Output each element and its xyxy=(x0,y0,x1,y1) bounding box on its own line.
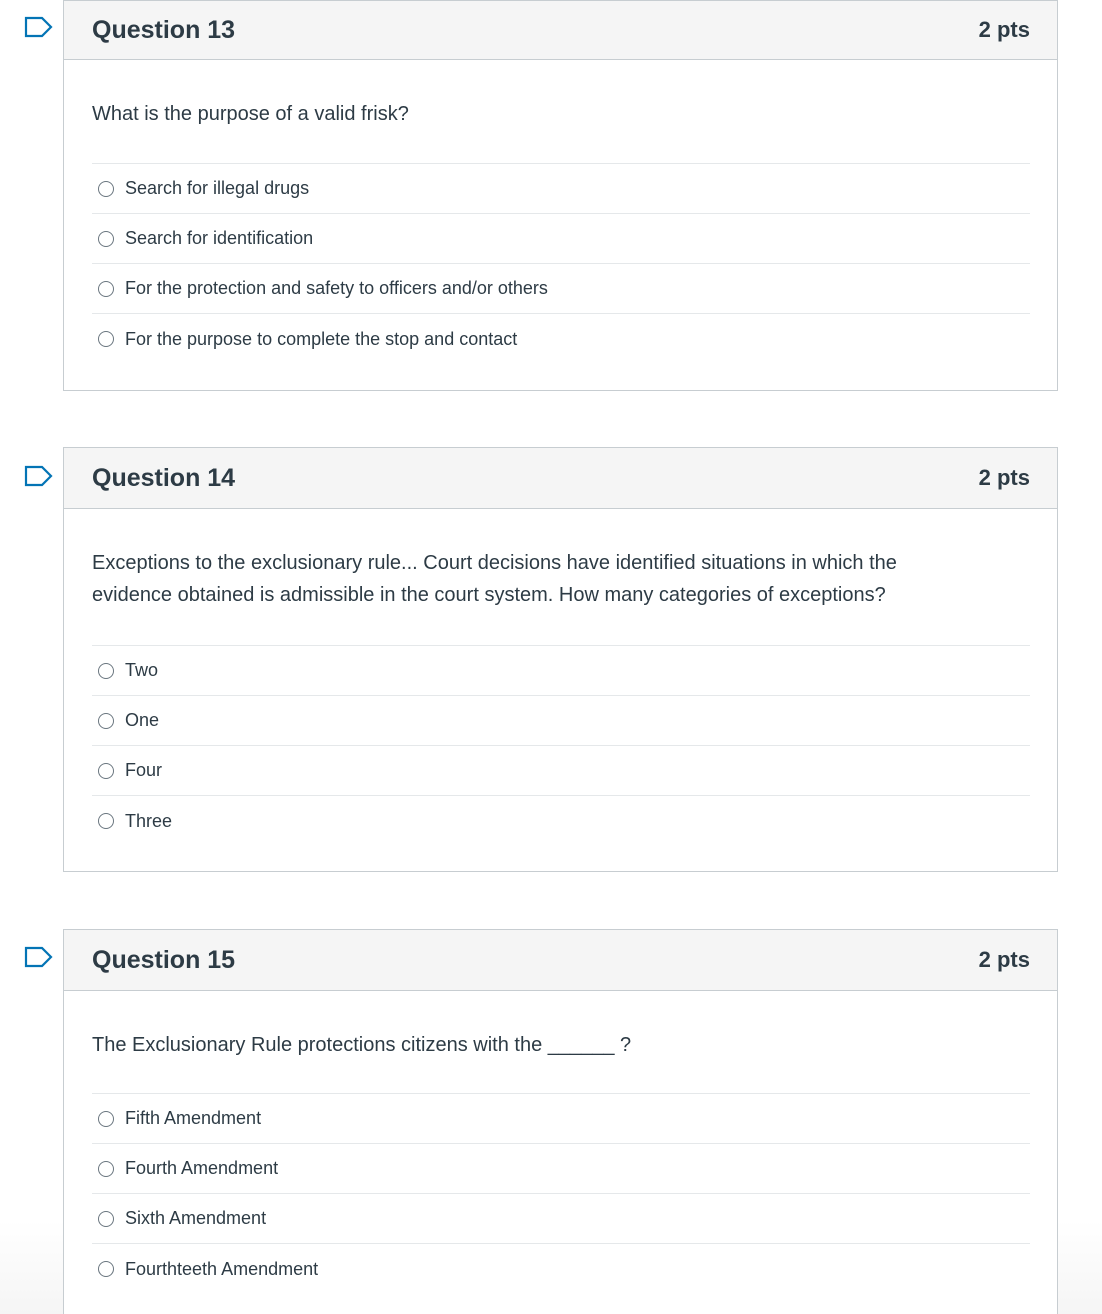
flag-question-icon[interactable] xyxy=(24,465,54,487)
radio-button[interactable] xyxy=(98,231,114,247)
answer-label: Sixth Amendment xyxy=(125,1208,267,1228)
answer-label: Two xyxy=(125,660,159,680)
answer-option[interactable] xyxy=(92,696,1030,746)
answer-option[interactable] xyxy=(92,1094,1030,1144)
answer-label: Three xyxy=(125,810,173,831)
answer-label: Fifth Amendment xyxy=(125,1108,262,1128)
question-body xyxy=(64,509,1057,846)
question-title: Question 13 xyxy=(92,15,236,44)
radio-button[interactable] xyxy=(98,713,114,729)
answer-label: Four xyxy=(125,760,163,780)
answer-label: Search for identification xyxy=(125,228,314,248)
answer-option[interactable] xyxy=(92,164,1030,214)
answer-option[interactable] xyxy=(92,314,1030,364)
radio-button[interactable] xyxy=(98,763,114,779)
answer-label: Fourthteeth Amendment xyxy=(125,1258,319,1279)
flag-question-icon[interactable] xyxy=(24,16,54,38)
radio-button[interactable] xyxy=(98,331,114,347)
answer-option[interactable] xyxy=(92,1144,1030,1194)
answer-option[interactable] xyxy=(92,796,1030,846)
answer-option[interactable] xyxy=(92,1194,1030,1244)
answer-list xyxy=(92,1093,1030,1294)
radio-button[interactable] xyxy=(98,281,114,297)
question-header xyxy=(64,1,1057,60)
radio-button[interactable] xyxy=(98,1261,114,1277)
question-points: 2 pts xyxy=(978,465,1030,490)
answer-option[interactable] xyxy=(92,646,1030,696)
radio-button[interactable] xyxy=(98,1161,114,1177)
question-body xyxy=(64,991,1057,1294)
answer-label: For the purpose to complete the stop and contact xyxy=(125,328,518,349)
question-title: Question 14 xyxy=(92,463,236,492)
answer-list xyxy=(92,163,1030,364)
question-header xyxy=(64,448,1057,509)
question-text: Exceptions to the exclusionary rule... Court decisions have identified situations in which the evidence obtained is admissible in the court system. How many categories of exceptions? xyxy=(92,552,897,606)
answer-label: For the protection and safety to officers and/or others xyxy=(125,278,548,298)
question-card-13 xyxy=(63,0,1058,391)
answer-label: One xyxy=(125,710,160,730)
answer-option[interactable] xyxy=(92,1244,1030,1294)
question-points: 2 pts xyxy=(978,947,1030,972)
radio-button[interactable] xyxy=(98,1211,114,1227)
radio-button[interactable] xyxy=(98,181,114,197)
answer-label: Fourth Amendment xyxy=(125,1158,279,1178)
question-text: The Exclusionary Rule protections citizens with the ______ ? xyxy=(92,1034,632,1056)
answer-list xyxy=(92,645,1030,846)
answer-option[interactable] xyxy=(92,746,1030,796)
question-text: What is the purpose of a valid frisk? xyxy=(92,103,409,125)
answer-option[interactable] xyxy=(92,214,1030,264)
question-body xyxy=(64,60,1057,364)
question-card-14 xyxy=(63,447,1058,872)
question-title: Question 15 xyxy=(92,945,236,974)
radio-button[interactable] xyxy=(98,663,114,679)
radio-button[interactable] xyxy=(98,813,114,829)
flag-question-icon[interactable] xyxy=(24,946,54,968)
question-card-15 xyxy=(63,929,1058,1314)
question-points: 2 pts xyxy=(978,17,1030,42)
radio-button[interactable] xyxy=(98,1111,114,1127)
answer-label: Search for illegal drugs xyxy=(125,178,310,198)
question-header xyxy=(64,930,1057,991)
answer-option[interactable] xyxy=(92,264,1030,314)
